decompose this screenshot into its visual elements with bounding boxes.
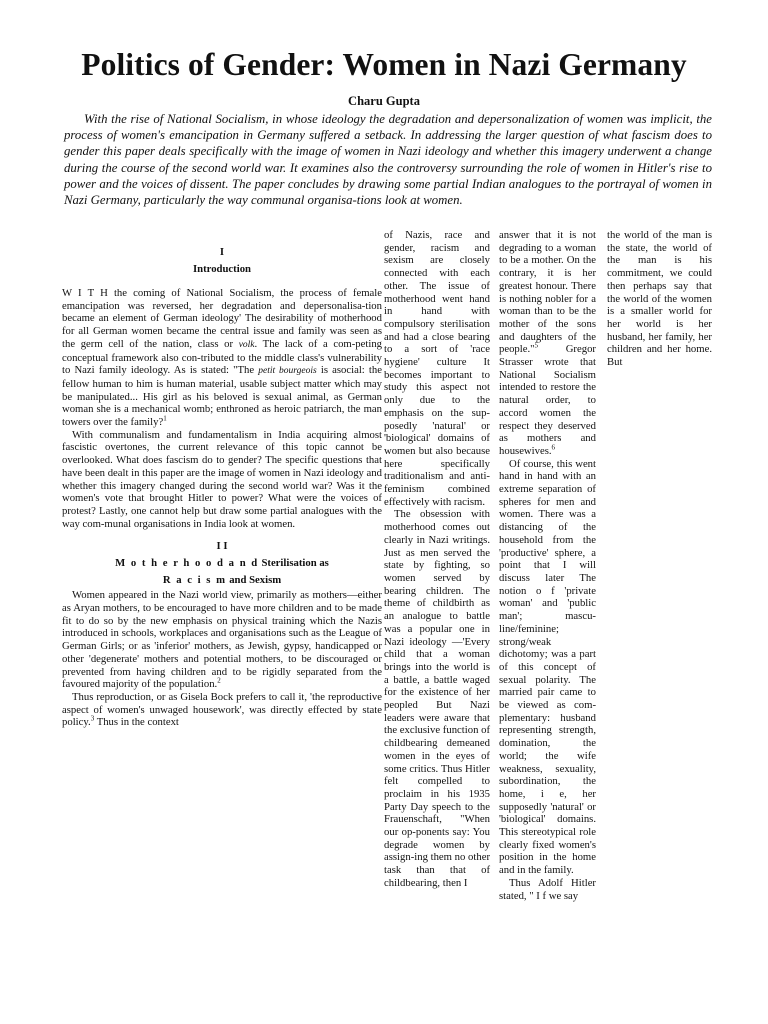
footnote-ref: 5 (534, 341, 539, 350)
paragraph: The obsession with motherhood comes out clearly in Nazi writings. Just as men served the state by fighting, so women served by bearing children. The theme of childbirth as an analogue to battle was a popular one in Nazi ideology —'Every child that a woman brings into the world is a battle, a battle waged for the existence of her peopled But Nazi leaders were aware that the exclusive function of childbearing demeaned women in the eyes of some critics. Thus Hitler felt compelled to proclaim in his 1935 Party Day speech to the Frauenschaft, "When our op-ponents say: You degrade women by assign-ing them no other task than that of childbearing, then I (384, 508, 490, 889)
paragraph: Of course, this went hand in hand with an extreme separation of spheres for men and women. There was a distancing of the household from the 'productive' sphere, a point that I will discuss later The notion o f 'private woman' and 'public man'; mascu-line/feminine; strong/weak dichotomy; was a part of this concept of sexual polarity. The married pair came to be viewed as com-plementary: husband representing strength, domination, the world; the wife weakness, sexuality, subordination, the home, i e, her supposedly 'natural' or 'biological' domains. This stereotypical role clearly fixed women's position in the home and in the family. (499, 457, 596, 877)
section-2-number: I I (216, 540, 228, 553)
paragraph: With communalism and fundamentalism in India acquiring almost fascistic overtones, the current relevance of this topic cannot be overlooked. What does fascism do to gender? The specific questions that have been dealt in this paper are the image of women in Nazi ideology and whether this imagery changed during the second world war? Was it the women's vote that brought Hitler to power? What were the voices of protest? Lastly, one cannot help but draw some partial analogues with the way com-munal organisations in India look at women. (62, 428, 382, 530)
abstract: With the rise of National Socialism, in whose ideology the degradation and depersonalization of women was implicit, the process of women's emancipation in Germany suffered a setback. In addressing the larger question of what fascism does to gender this paper deals specifically with the image of women in Nazi ideology and whether this imagery underwent a change during the course of the second world war. It examines also the controversy surrounding the role of women in Hitler's rise to power and the voices of dissent. The paper concludes by drawing some partial Indian analogues to the portrayal of women in Nazi Germany, particularly the way communal organisa-tions look at women. (64, 112, 712, 208)
paragraph: answer that it is not degrading to a woman to be a mother. On the contrary, it is her greatest honour. There is nothing nobler for a woman than to be the mother of the sons and daughters of the people."$^5$ Gregor Strasser wrote that National Socialism intended to restore the natural order, to accord women the respect they deserved as mothers and housewives.$^6$ (499, 229, 596, 457)
section-1-heading: Introduction (192, 263, 251, 275)
paragraph: W I T H the coming of National Socialism, the process of female emancipation was reversed, her degradation and depersonalisa-tion became an element of German ideology' The desirability of motherhood for all German women became the central issue and family was seen as the germ cell of the nation, class or volk. The lack of a com-peting conceptual framework also con-tributed to the middle class's vulnerability to Nazi family ideology. As is stated: "The petit bourgeois is asocial: the fellow human to him is human material, usable subject matter which may be manipulated... His girl as his beloved is sexual animal, as German woman she is a mechanical womb; enthroned as heroic patriarch, the man towers over the family?$^1$ (62, 287, 383, 429)
paragraph: of Nazis, race and gender, racism and sexism are closely connected with each other. The issue of motherhood went hand in hand with compulsory sterilisation and had a close bearing to a sort of 'race hygiene' culture It becomes important to study this aspect not only due to the emphasis on the sup-posedly 'natural' or 'biological' domains of women but also because here specifically traditionalism and anti-feminism combined effectively with racism. (384, 229, 490, 508)
paragraph: Women appeared in the Nazi world view, primarily as mothers—either as Aryan mothers, to be encouraged to have more children and to be made fit to do so by the new emphasis on physical training which the Nazis introduced in schools, workplaces and organisations such as the League of German Girls; or as 'inferior' mothers, as Jewish, gypsy, handicapped or other 'degenerate' mothers and potential mothers, to be discouraged or prevented from having children and to be rigidly separated from the favoured majority of the population.$^2$ (62, 589, 382, 691)
column-2 (384, 229, 490, 890)
column-1 (62, 229, 382, 729)
italic-term: petit bourgeois (258, 366, 317, 377)
section-2-heading-line2: R a c i s m and Sexism (162, 574, 282, 587)
paper-title: Politics of Gender: Women in Nazi Germany (81, 47, 687, 82)
column-3 (499, 229, 596, 902)
footnote-ref: 6 (551, 443, 556, 452)
footnote-ref: 2 (217, 676, 221, 685)
paragraph: the world of the man is the state, the world of the man is his commitment, we could then perhaps say that the world of the women is a smaller world for her world is her husband, her family, her children and her home. But (607, 229, 712, 369)
section-1-number: I (219, 246, 225, 258)
paragraph: Thus reproduction, or as Gisela Bock prefers to call it, 'the reproductive aspect of women's unwaged housework', was directly effected by state policy.$^3$ Thus in the context (62, 690, 382, 729)
section-2-heading: M o t h e r h o o d a n d Sterilisation as (115, 557, 329, 570)
paragraph: Thus Adolf Hitler stated, " I f we say (499, 876, 596, 902)
footnote-ref: 3 (90, 714, 95, 723)
italic-term: volk (238, 339, 255, 350)
author-name: Charu Gupta (348, 94, 420, 108)
footnote-ref: 1 (163, 414, 167, 423)
column-4 (607, 229, 712, 369)
